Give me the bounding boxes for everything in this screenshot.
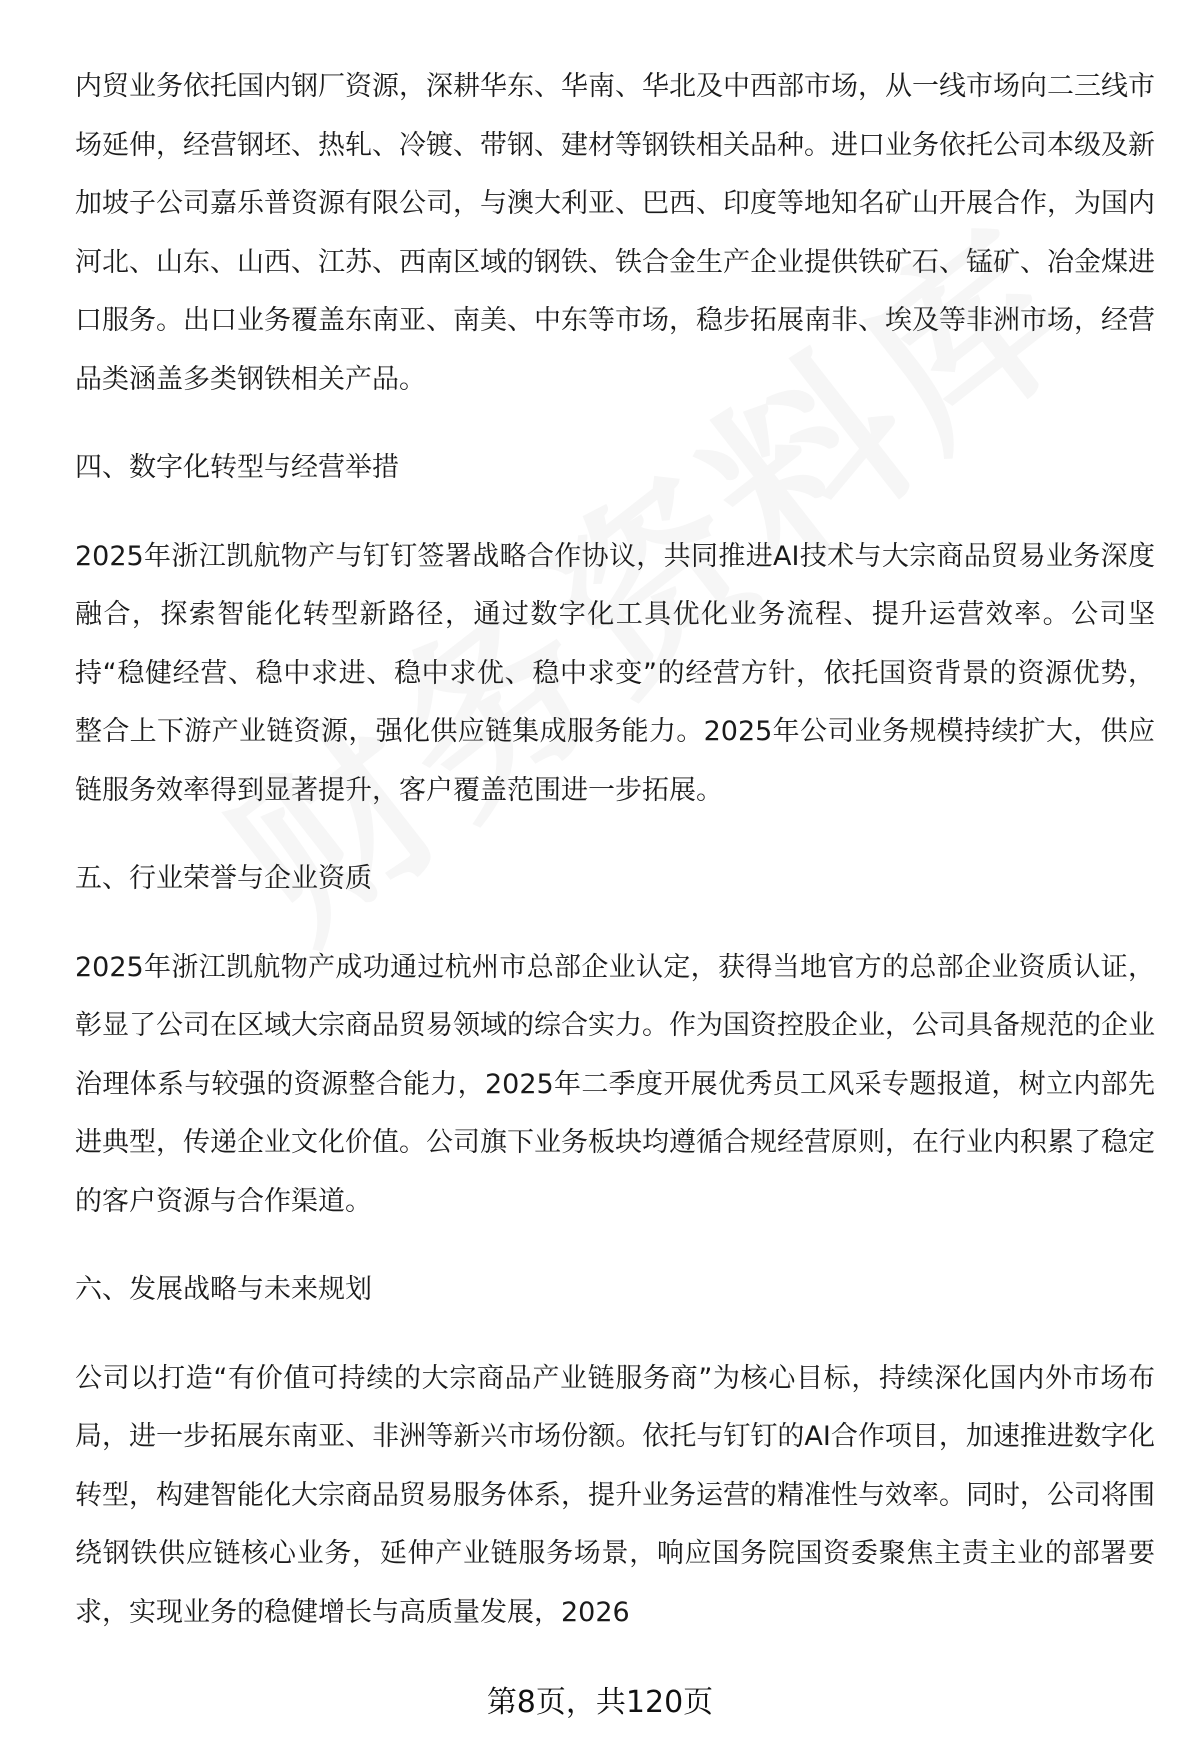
section-heading-digital-transformation: 四、数字化转型与经营举措 <box>75 452 399 483</box>
paragraph-strategy-plans: 公司以打造“有价值可持续的大宗商品产业链服务商”为核心目标，持续深化国内外市场布局，进一步拓展东南亚、非洲等新兴市场份额。依托与钉钉的AI合作项目，加速推进数字化转型，构建智能化大宗商品贸易服务体系，提升业务运营的精准性与效率。同时，公司将围绕钢铁供应链核心业务，延伸产业链服务场景，响应国务院国资委聚焦主责主业的部署要求，实现业务的稳健增长与高质量发展，2026 <box>75 1362 1155 1628</box>
document-body <box>75 58 1155 1672</box>
paragraph-digital-transformation: 2025年浙江凯航物产与钉钉签署战略合作协议，共同推进AI技术与大宗商品贸易业务深度融合，探索智能化转型新路径，通过数字化工具优化业务流程、提升运营效率。公司坚持“稳健经营、稳中求进、稳中求优、稳中求变”的经营方针，依托国资背景的资源优势，整合上下游产业链资源，强化供应链集成服务能力。2025年公司业务规模持续扩大，供应链服务效率得到显著提升，客户覆盖范围进一步拓展。 <box>75 540 1155 806</box>
paragraph-domestic-import-export: 内贸业务依托国内钢厂资源，深耕华东、华南、华北及中西部市场，从一线市场向二三线市场延伸，经营钢坯、热轧、冷镀、带钢、建材等钢铁相关品种。进口业务依托公司本级及新加坡子公司嘉乐普资源有限公司，与澳大利亚、巴西、印度等地知名矿山开展合作，为国内河北、山东、山西、江苏、西南区域的钢铁、铁合金生产企业提供铁矿石、锰矿、冶金煤进口服务。出口业务覆盖东南亚、南美、中东等市场，稳步拓展南非、埃及等非洲市场，经营品类涵盖多类钢铁相关产品。 <box>75 71 1155 395</box>
paragraph-honors-qualifications: 2025年浙江凯航物产成功通过杭州市总部企业认定，获得当地官方的总部企业资质认证，彰显了公司在区域大宗商品贸易领域的综合实力。作为国资控股企业，公司具备规范的企业治理体系与较强的资源整合能力，2025年二季度开展优秀员工风采专题报道，树立内部先进典型，传递企业文化价值。公司旗下业务板块均遵循合规经营原则，在行业内积累了稳定的客户资源与合作渠道。 <box>75 951 1155 1217</box>
section-heading-honors-qualifications: 五、行业荣誉与企业资质 <box>75 863 372 894</box>
section-heading-strategy-plans: 六、发展战略与未来规划 <box>75 1274 372 1305</box>
page-number: 第8页，共120页 <box>0 1673 1200 1733</box>
